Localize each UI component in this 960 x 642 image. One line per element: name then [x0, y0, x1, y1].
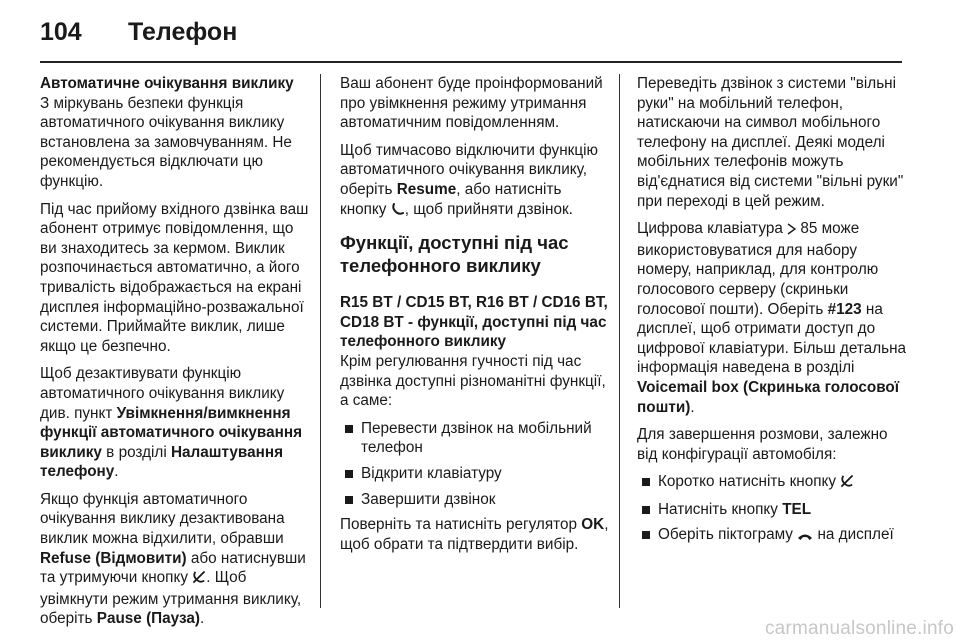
code-label: #123	[827, 300, 862, 318]
page-number: 104	[40, 18, 82, 46]
function-list	[340, 419, 610, 509]
column-divider	[320, 74, 321, 608]
end-call-icon	[797, 527, 813, 547]
column-1	[40, 74, 310, 637]
paragraph: Для завершення розмови, залежно від конфігурації автомобіля:	[637, 426, 888, 463]
paragraph: Поверніть та натисніть регулятор OK, щоб обрати та підтвердити вибір.	[340, 516, 609, 553]
list-item: Натисніть кнопку TEL	[637, 500, 909, 520]
paragraph: Крім регулювання гучності під час дзвінка доступні різноманітні функції, а саме:	[340, 352, 606, 410]
paragraph: Щоб дезактивувати функцію автоматичного очікування виклику див. пункт Увімкнення/вимкнення функції автоматичного очікування виклику в розділі Налаштування телефону.	[40, 365, 303, 481]
page-header	[40, 18, 237, 47]
page-reference-arrow-icon	[787, 221, 796, 241]
button-label: TEL	[782, 500, 812, 518]
menu-label: Pause (Пауза)	[96, 610, 200, 628]
column-3	[637, 74, 909, 553]
paragraph: З міркувань безпеки функція автоматичного очікування виклику встановлена за замовчуванням. Не рекомендується відключати цю функцію.	[40, 94, 292, 190]
phone-button-icon	[391, 202, 405, 222]
watermark: carmanualsonline.info	[764, 618, 954, 639]
list-item: Перевести дзвінок на мобільний телефон	[340, 419, 610, 458]
paragraph: Переведіть дзвінок з системи "вільні руки" на мобільний телефон, натискаючи на символ мобільного телефону на дисплеї. Деякі моделі мобільних телефонів можуть від'єднатися від системи "вільні руки" при переході в цей режим.	[637, 75, 904, 210]
menu-label: Resume	[396, 180, 457, 198]
page-reference: 85	[800, 220, 818, 238]
column-divider	[619, 74, 620, 608]
menu-label: Refuse (Відмовити)	[40, 549, 187, 567]
paragraph: Щоб тимчасово відключити функцію автоматичного очікування виклику, оберіть Resume, або натисніть кнопку , щоб прийняти дзвінок.	[340, 141, 610, 221]
hang-up-button-icon	[840, 474, 854, 494]
paragraph: Ваш абонент буде проінформований про увімкнення режиму утримання автоматичним повідомленням.	[340, 75, 603, 132]
reference-bold: Voicemail box (Скринька голосової пошти)	[637, 378, 900, 416]
section-heading: Автоматичне очікування виклику	[40, 75, 294, 92]
paragraph: Під час прийому вхідного дзвінка ваш абонент отримує повідомлення, що ви знаходитесь за кермом. Виклик розпочинається автоматично, а його тривалість відображається на екрані дисплея інформаційно-розважальної системи. Приймайте виклик, лише якщо це безпечно.	[40, 200, 309, 355]
paragraph: Цифрова клавіатура 85 може використовуватися для набору номеру, наприклад, для контролю голосового серверу (скриньки голосової пошти). Оберіть #123 на дисплеї, щоб отримати доступ до цифрової клавіатури. Більш детальна інформація наведена в розділі Voicemail box (Скринька голосової пошти).	[637, 220, 907, 416]
reference-bold: Увімкнення/вимкнення функції автоматичного очікування виклику	[40, 404, 303, 461]
reference-bold: Налаштування телефону	[40, 443, 284, 481]
section-subheading: Функції, доступні під час телефонного виклику	[340, 232, 569, 277]
paragraph: Якщо функція автоматичного очікування виклику дезактивована виклик можна відхилити, обравши Refuse (Відмовити) або натиснувши та утримуючи кнопку . Щоб увімкнути режим утримання виклику, оберіть Pause (Пауза).	[40, 490, 306, 628]
list-item: Відкрити клавіатуру	[340, 464, 610, 484]
end-call-list	[637, 472, 909, 547]
model-heading: R15 BT / CD15 BT, R16 BT / CD16 BT, CD18 BT - функції, доступні під час телефонного виклику	[340, 294, 608, 351]
header-divider	[40, 61, 902, 63]
list-item: Оберіть піктограму на дисплеї	[637, 525, 909, 547]
list-item: Коротко натисніть кнопку	[637, 472, 909, 494]
control-label: OK	[581, 516, 605, 534]
hang-up-button-icon	[192, 570, 206, 590]
column-2	[340, 74, 610, 562]
list-item: Завершити дзвінок	[340, 490, 610, 510]
page-title: Телефон	[128, 18, 238, 46]
